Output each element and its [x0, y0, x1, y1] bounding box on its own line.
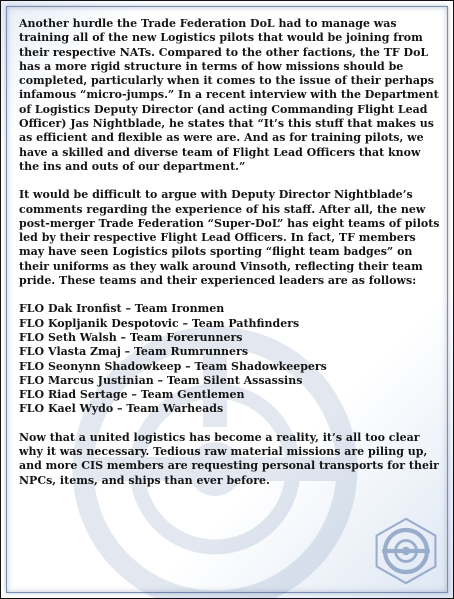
- paragraph-teams: It would be difficult to argue with Deputy Director Nightblade’s comments regarding the experience of his staff. After all, the new post-merger Trade Federation “Super-DoL” has eight teams of pilots led by their respective Flight Lead Officers. In fact, TF members may have seen Logistics pilots sporting “flight team badges” on their uniforms as they walk around Vinsoth, reflecting their team pride. These teams and their experienced leaders are as follows:: [19, 188, 440, 288]
- list-item: FLO Marcus Justinian – Team Silent Assassins: [19, 373, 303, 387]
- list-item: FLO Kopljanik Despotovic – Team Pathfinders: [19, 316, 300, 330]
- article-body: [19, 17, 443, 488]
- paragraph-training: Another hurdle the Trade Federation DoL had to manage was training all of the new Logistics pilots that would be joining from their respective NATs. Compared to the other factions, the TF DoL has a more rigid structure in terms of how missions should be completed, particularly when it comes to the issue of their perhaps infamous “micro-jumps.” In a recent interview with the Department of Logistics Deputy Director (and acting Commanding Flight Lead Officer) Jas Nightblade, he states that “It’s this stuff that makes us as efficient and flexible as were are. And as for training pilots, we have a skilled and diverse team of Flight Lead Officers that know the ins and outs of our department.”: [19, 17, 439, 173]
- team-leaders-list: [19, 302, 443, 416]
- list-item: FLO Riad Sertage – Team Gentlemen: [19, 388, 245, 402]
- list-item: FLO Dak Ironfist – Team Ironmen: [19, 302, 225, 316]
- paragraph-conclusion: Now that a united logistics has become a reality, it’s all too clear why it was necessary. Tedious raw material missions are piling up, and more CIS members are requesting personal transports for their NPCs, items, and ships than ever before.: [19, 430, 439, 487]
- faction-emblem-icon: [371, 516, 441, 586]
- list-item: FLO Seth Walsh – Team Forerunners: [19, 330, 243, 344]
- list-item: FLO Vlasta Zmaj – Team Rumrunners: [19, 345, 249, 359]
- list-item: FLO Kael Wydo – Team Warheads: [19, 402, 224, 416]
- list-item: FLO Seonynn Shadowkeep – Team Shadowkeepers: [19, 359, 327, 373]
